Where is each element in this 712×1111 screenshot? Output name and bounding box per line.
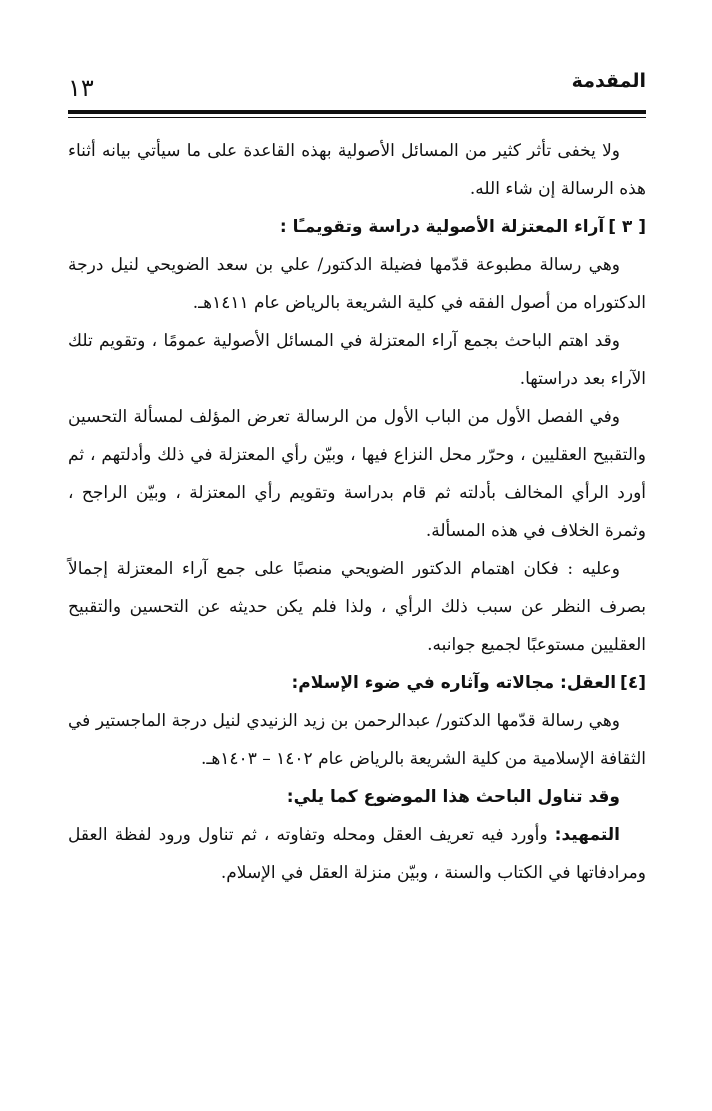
chapter-title: المقدمة [571, 70, 646, 92]
paragraph-bold: وقد تناول الباحث هذا الموضوع كما يلي: [286, 787, 620, 807]
body-text [68, 132, 646, 892]
section-title: آراء المعتزلة الأصولية دراسة وتقويمـًا : [279, 217, 605, 237]
section-heading [68, 664, 646, 702]
section-heading [68, 208, 646, 246]
paragraph-lead: التمهيد: [554, 825, 620, 845]
paragraph-rest: وأورد فيه تعريف العقل ومحله وتفاوته ، ثم تناول ورود لفظة العقل ومرادفاتها في الكتاب والسنة ، وبيّن منزلة العقل في الإسلام. [68, 825, 646, 883]
paragraph: وقد اهتم الباحث بجمع آراء المعتزلة في المسائل الأصولية عمومًا ، وتقويم تلك الآراء بعد دراستها. [68, 331, 646, 389]
section-number: [ ٣ ] [608, 217, 646, 237]
paragraph: وهي رسالة قدّمها الدكتور/ عبدالرحمن بن زيد الزنيدي لنيل درجة الماجستير في الثقافة الإسلامية من كلية الشريعة بالرياض عام ١٤٠٢ – ١٤٠٣هـ. [68, 711, 646, 769]
section-title: العقل: مجالاته وآثاره في ضوء الإسلام: [291, 673, 617, 693]
paragraph: وهي رسالة مطبوعة قدّمها فضيلة الدكتور/ علي بن سعد الضويحي لنيل درجة الدكتوراه من أصول الفقه في كلية الشريعة بالرياض عام ١٤١١هـ. [68, 255, 646, 313]
paragraph: وفي الفصل الأول من الباب الأول من الرسالة تعرض المؤلف لمسألة التحسين والتقبيح العقليين ، وحرّر محل النزاع فيها ، وبيّن رأي المعتزلة في ذلك وأدلتهم ، ثم أورد الرأي المخالف بأدلته ثم قام بدراسة وتقويم رأي المعتزلة ، وبيّن الراجح ، وثمرة الخلاف في هذه المسألة. [68, 407, 646, 541]
paragraph [68, 816, 646, 892]
paragraph: ولا يخفى تأثر كثير من المسائل الأصولية بهذه القاعدة على ما سيأتي بيانه أثناء هذه الرسالة إن شاء الله. [68, 141, 646, 199]
paragraph: وعليه : فكان اهتمام الدكتور الضويحي منصبًا على جمع آراء المعتزلة إجمالاً بصرف النظر عن سبب ذلك الرأي ، ولذا فلم يكن حديثه عن التحسين والتقبيح العقليين مستوعبًا لجميع جوانبه. [68, 559, 646, 655]
header-rule-thick [68, 110, 646, 114]
section-number: [٤] [620, 673, 646, 693]
page-number: ١٣ [68, 74, 94, 102]
header-rule-thin [68, 117, 646, 118]
running-header [68, 66, 646, 106]
